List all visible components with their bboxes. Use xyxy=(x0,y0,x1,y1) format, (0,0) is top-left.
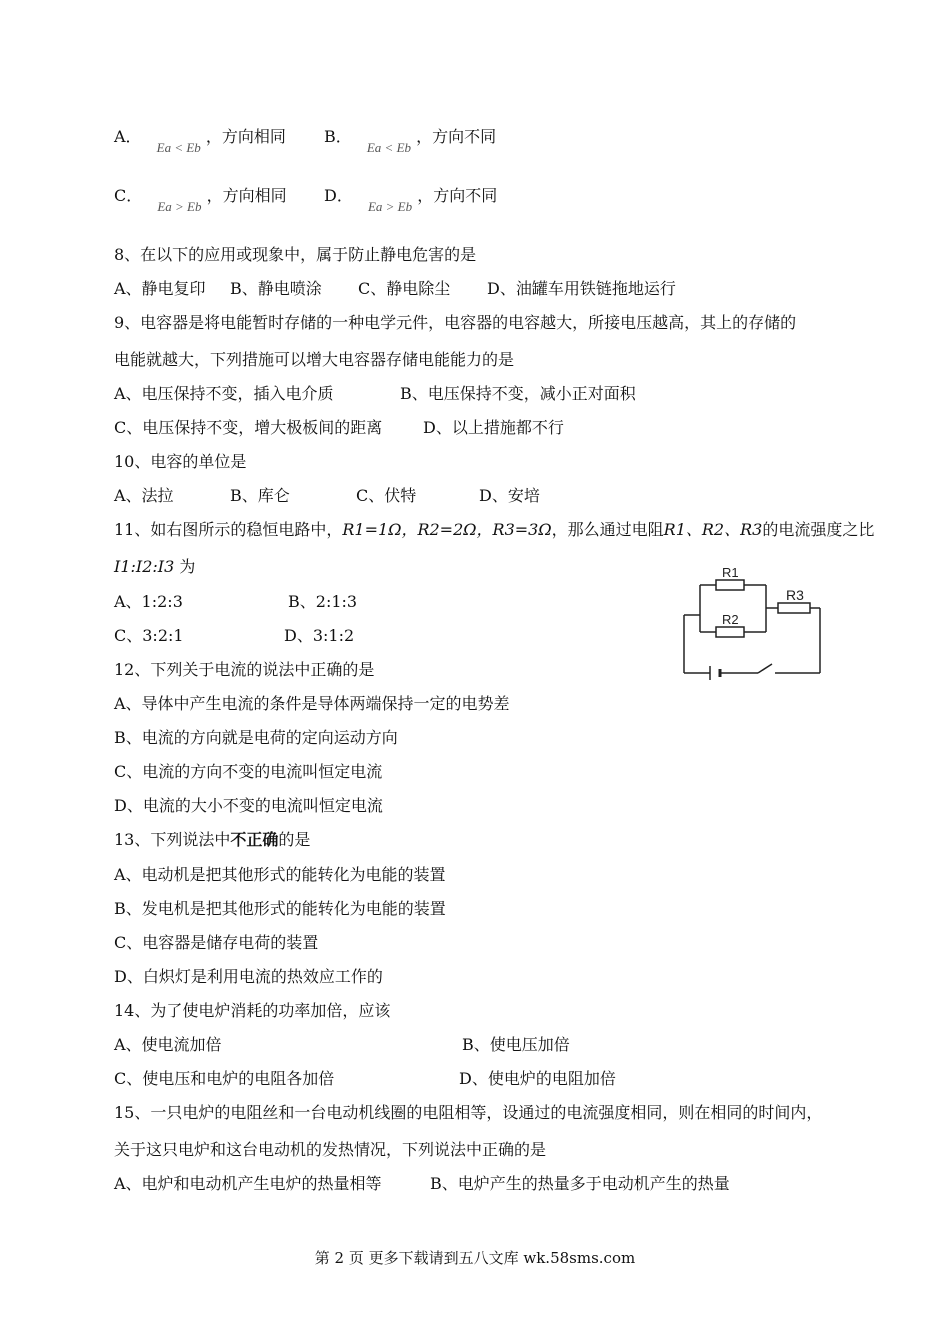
q10-option-d: D、安培 xyxy=(479,486,540,505)
q7-option-a-math: Ea < Eb xyxy=(156,140,201,155)
q10-stem: 10、电容的单位是 xyxy=(114,452,247,471)
q12-option-b: B、电流的方向就是电荷的定向运动方向 xyxy=(114,728,398,747)
q13-option-d: D、白炽灯是利用电流的热效应工作的 xyxy=(114,967,383,986)
q13-emphasis: 不正确 xyxy=(230,830,279,849)
q14-stem: 14、为了使电炉消耗的功率加倍，应该 xyxy=(114,1001,391,1020)
q11-resistor-names: R1、R2、R3 xyxy=(663,520,763,539)
label-r2: R2 xyxy=(722,612,739,627)
label-r1: R1 xyxy=(722,565,739,580)
q14-option-b: B、使电压加倍 xyxy=(462,1035,570,1054)
page-footer: 第 2 页 更多下载请到五八文库 wk.58sms.com xyxy=(314,1249,636,1267)
q7-option-d-math: Ea > Eb xyxy=(367,199,413,214)
resistor-r2-symbol xyxy=(716,627,744,637)
q8-option-a: A、静电复印 xyxy=(114,279,206,298)
q10-option-b: B、库仑 xyxy=(230,486,290,505)
q9-stem-line2: 电能就越大，下列措施可以增大电容器存储电能能力的是 xyxy=(114,350,515,369)
q11-option-c: C、3:2:1 xyxy=(114,626,184,645)
q9-option-a: A、电压保持不变，插入电介质 xyxy=(114,384,334,403)
label-r3: R3 xyxy=(786,587,804,603)
q13-option-b: B、发电机是把其他形式的能转化为电能的装置 xyxy=(114,899,446,918)
q11-stem-line2: I1:I2:I3 为 xyxy=(114,557,196,576)
resistor-r3-symbol xyxy=(778,603,810,613)
q11-option-b: B、2:1:3 xyxy=(288,592,358,611)
q7-option-a: A． $_{Ea < Eb}$ ，方向相同 xyxy=(114,127,286,155)
q15-stem-line1: 15、一只电炉的电阻丝和一台电动机线圈的电阻相等，设通过的电流强度相同，则在相同的时间内， xyxy=(114,1103,823,1122)
q8-option-c: C、静电除尘 xyxy=(358,279,451,298)
q14-option-a: A、使电流加倍 xyxy=(114,1035,222,1054)
q11-ratio: I1:I2:I3 xyxy=(114,557,175,576)
q8-stem: 8、在以下的应用或现象中，属于防止静电危害的是 xyxy=(114,245,477,264)
q15-option-a: A、电炉和电动机产生电炉的热量相等 xyxy=(114,1174,382,1193)
q15-option-b: B、电炉产生的热量多于电动机产生的热量 xyxy=(430,1174,730,1193)
q12-option-c: C、电流的方向不变的电流叫恒定电流 xyxy=(114,762,383,781)
q13-option-a: A、电动机是把其他形式的能转化为电能的装置 xyxy=(114,865,446,884)
q13-option-c: C、电容器是储存电荷的装置 xyxy=(114,933,319,952)
q12-option-a: A、导体中产生电流的条件是导体两端保持一定的电势差 xyxy=(114,694,510,713)
q7-option-d: D． $_{Ea > Eb}$ ，方向不同 xyxy=(324,186,498,214)
q11-resistance-values: R1=1Ω，R2=2Ω，R3=3Ω xyxy=(342,520,552,539)
q11-option-a: A、1:2:3 xyxy=(114,592,183,611)
q11-stem: 11、如右图所示的稳恒电路中，R1=1Ω，R2=2Ω，R3=3Ω，那么通过电阻R1、R2、R3的电流强度之比 xyxy=(114,520,875,539)
q9-option-d: D、以上措施都不行 xyxy=(423,418,564,437)
q8-option-d: D、油罐车用铁链拖地运行 xyxy=(487,279,676,298)
q9-option-c: C、电压保持不变，增大极板间的距离 xyxy=(114,418,383,437)
q7-option-b: B． $_{Ea < Eb}$ ，方向不同 xyxy=(324,127,497,155)
q14-option-d: D、使电炉的电阻加倍 xyxy=(459,1069,616,1088)
q10-option-c: C、伏特 xyxy=(356,486,417,505)
q14-option-c: C、使电压和电炉的电阻各加倍 xyxy=(114,1069,335,1088)
resistor-r1-symbol xyxy=(716,580,744,590)
circuit-diagram xyxy=(680,560,830,682)
q9-option-b: B、电压保持不变，减小正对面积 xyxy=(400,384,636,403)
q12-option-d: D、电流的大小不变的电流叫恒定电流 xyxy=(114,796,383,815)
q7-option-c: C． $_{Ea > Eb}$ ，方向相同 xyxy=(114,186,287,214)
q15-stem-line2: 关于这只电炉和这台电动机的发热情况，下列说法中正确的是 xyxy=(114,1140,547,1159)
q8-option-b: B、静电喷涂 xyxy=(230,279,322,298)
q7-option-b-math: Ea < Eb xyxy=(366,140,412,155)
q13-stem: 13、下列说法中不正确的是 xyxy=(114,830,311,849)
q10-option-a: A、法拉 xyxy=(114,486,174,505)
q12-stem: 12、下列关于电流的说法中正确的是 xyxy=(114,660,375,679)
q11-option-d: D、3:1:2 xyxy=(284,626,355,645)
q9-stem-line1: 9、电容器是将电能暂时存储的一种电学元件，电容器的电容越大，所接电压越高，其上的存储的 xyxy=(114,313,797,332)
q7-option-c-math: Ea > Eb xyxy=(157,199,202,214)
